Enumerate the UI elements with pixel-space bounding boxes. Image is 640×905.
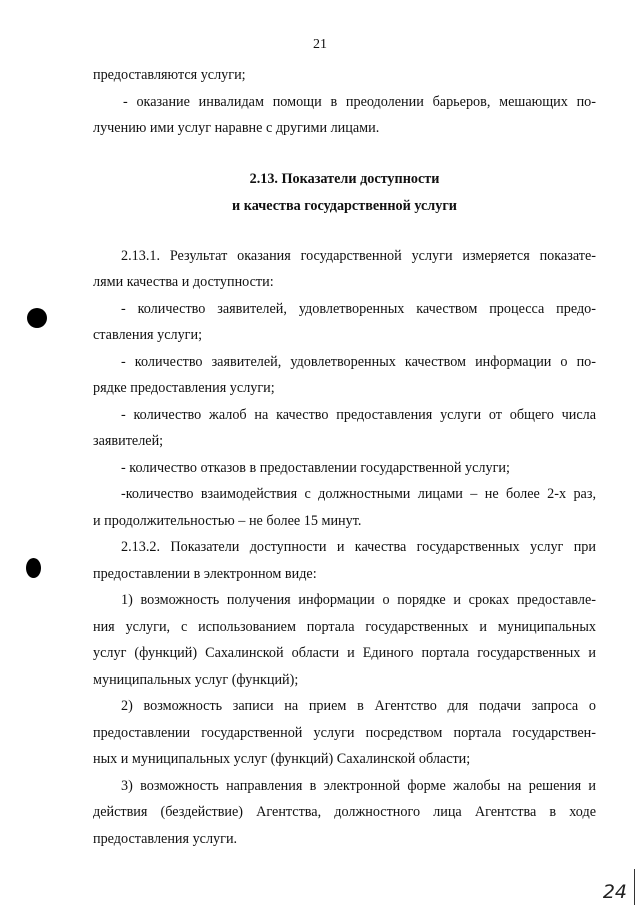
list-item: - количество заявителей, удовлетворенных качеством информации о по- [121,353,596,370]
text-line: рядке предоставления услуги; [93,380,275,396]
text-line: 2.13.1. Результат оказания государственной услуги измеряется показате- [121,247,596,264]
text-line: ния услуги, с использованием портала государственных и муниципальных [93,618,596,635]
handwritten-page-number: 24 [602,881,627,903]
list-item: 3) возможность направления в электронной форме жалобы на решения и [121,777,596,794]
page-edge-line [634,869,635,905]
list-item: - количество отказов в предоставлении государственной услуги; [121,459,510,476]
section-heading-line-1: 2.13. Показатели доступности [249,170,440,187]
text-line: предоставлении государственной услуги посредством портала государствен- [93,724,596,741]
section-heading [93,166,596,219]
list-item: 2) возможность записи на прием в Агентство для подачи запроса о [121,698,596,714]
document-body [93,62,596,852]
text-line: и продолжительностью – не более 15 минут. [93,512,362,529]
text-line: предоставления услуги. [93,830,238,847]
text-line: действия (бездействие) Агентства, должностного лица Агентства в ходе [93,804,596,820]
text-line: предоставляются услуги; [93,67,246,83]
text-line: ставления услуги; [93,327,203,343]
punch-hole-mark [27,308,47,328]
list-item: -количество взаимодействия с должностными лицами – не более 2-х раз, [121,486,596,502]
text-line: лучению ими услуг наравне с другими лицами. [93,120,380,136]
text-line: ных и муниципальных услуг (функций) Сахалинской области; [93,751,471,767]
list-item: 1) возможность получения информации о порядке и сроках предоставле- [121,592,596,608]
text-line: муниципальных услуг (функций); [93,671,299,688]
text-line: 2.13.2. Показатели доступности и качества государственных услуг при [121,539,596,555]
section-heading-line-2: и качества государственной услуги [232,197,457,214]
text-line: предоставлении в электронном виде: [93,565,317,582]
text-line: лями качества и доступности: [93,274,274,290]
text-line: услуг (функций) Сахалинской области и Единого портала государственных и [93,645,596,661]
text-line: заявителей; [93,433,164,449]
punch-hole-mark [26,558,41,578]
page-number: 21 [313,37,327,52]
list-item: - количество жалоб на качество предоставления услуги от общего числа [121,406,596,423]
list-item: - количество заявителей, удовлетворенных качеством процесса предо- [121,300,596,317]
text-line: - оказание инвалидам помощи в преодолении барьеров, мешающих по- [123,93,596,110]
